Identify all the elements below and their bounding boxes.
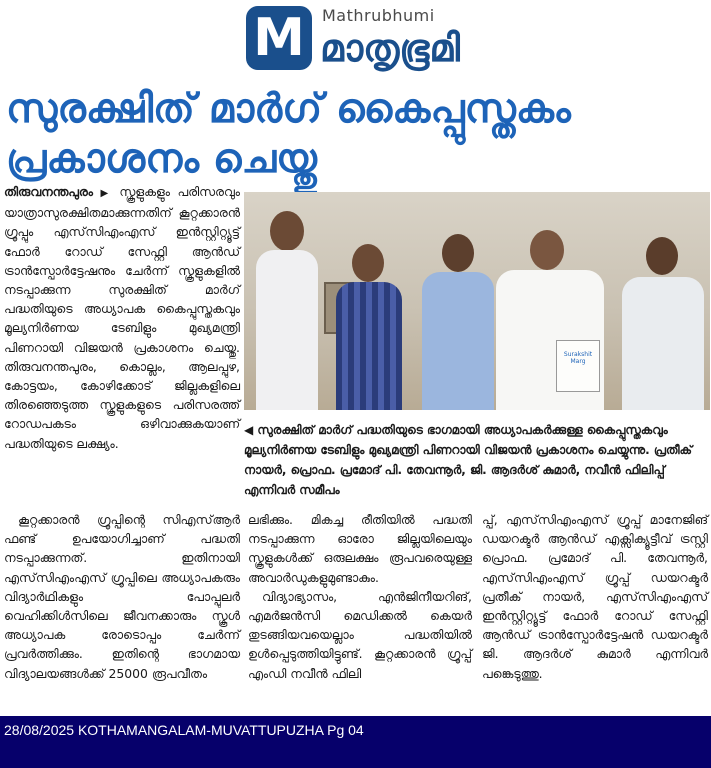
booklet: Surakshit Marg xyxy=(556,340,600,392)
body-column-3: പ്പ്, എസ്‌സിഎംഎസ് ഗ്രൂപ്പ് മാനേജിങ് ഡയറക്ടർ ആൻഡ് എക്സിക്യൂട്ടീവ് ട്രസ്റ്റി പ്രൊഫ. പ്രമോദ് പി. തേവന്നൂർ, എസ്‌സിഎംഎസ് ഗ്രൂപ്പ് ഡയറക്ടർ പ്രതീക് നായർ, എസ്‌സിഎംഎസ് ഇൻസ്റ്റിറ്റ്യൂട്ട് ഫോർ റോഡ് സേഫ്റ്റി ആൻഡ് ട്രാൻസ്പോർട്ടേഷൻ ഡയറക്ടർ ജി. ആദർശ് കുമാർ എന്നിവർ പങ്കെടുത്തു. xyxy=(482,512,708,681)
caption-arrow-icon: ◀ xyxy=(244,423,254,437)
caption-text: സുരക്ഷിത് മാർഗ് പദ്ധതിയുടെ ഭാഗമായി അധ്യാപകർക്കുള്ള കൈപ്പുസ്തകവും മൂല്യനിർണയ ടേബിളും മുഖ്യമന്ത്രി പിണറായി വിജയൻ പ്രകാശനം ചെയ്യുന്നു. പ്രതീക് നായർ, പ്രൊഫ. പ്രമോദ് പി. തേവന്നൂർ, ജി. ആദർശ് കുമാർ, നവീൻ ഫിലിപ്പ് എന്നിവർ സമീപം xyxy=(244,423,693,497)
person-2 xyxy=(336,240,402,410)
mathrubhumi-logo-icon: M xyxy=(246,6,312,70)
article-headline: സുരക്ഷിത് മാർഗ് കൈപ്പുസ്തകം പ്രകാശനം ചെയ്തു xyxy=(6,86,571,182)
article-lede xyxy=(4,182,240,453)
masthead xyxy=(0,0,711,84)
edition-info: 28/08/2025 KOTHAMANGALAM-MUVATTUPUZHA Pg 04 xyxy=(4,722,364,738)
person-5 xyxy=(622,235,704,410)
body-column-2-para-1: ലഭിക്കും. മികച്ച രീതിയിൽ പദ്ധതി നടപ്പാക്കുന്ന ഓരോ ജില്ലയിലെയും സ്കൂളുകൾക്ക് ഒരുലക്ഷം രൂപവരെയുള്ള അവാർഡുകളുമുണ്ടാകും. xyxy=(248,512,472,585)
lede-text: സ്കൂളുകളും പരിസരവും യാത്രാസുരക്ഷിതമാക്കുന്നതിന് കൂറ്റക്കാരൻ ഗ്രൂപ്പും എസ്‌സിഎംഎസ് ഇൻസ്റ്റിറ്റ്യൂട്ട് ഫോർ റോഡ് സേഫ്റ്റി ആൻഡ് ട്രാൻസ്പോർട്ടേഷനും ചേർന്ന് സ്കൂളുകളിൽ നടപ്പാക്കുന്ന സുരക്ഷിത് മാർഗ് പദ്ധതിയുടെ അധ്യാപക കൈപ്പുസ്തകവും മൂല്യനിർണയ ടേബിളും മുഖ്യമന്ത്രി പിണറായി വിജയൻ പ്രകാശനം ചെയ്തു. തിരുവനന്തപുരം, കൊല്ലം, ആലപ്പുഴ, കോട്ടയം, കോഴിക്കോട് ജില്ലകളിലെ തിരഞ്ഞെടുത്ത സ്കൂളുകളുടെ പരിസരത്ത് റോഡപകടം ഒഴിവാക്കുകയാണ് പദ്ധതിയുടെ ലക്ഷ്യം. xyxy=(4,184,240,451)
dateline: തിരുവനന്തപുരം xyxy=(4,184,93,199)
body-column-1: കൂറ്റക്കാരൻ ഗ്രൂപ്പിന്റെ സിഎസ്ആർ ഫണ്ട് ഉപയോഗിച്ചാണ് പദ്ധതി നടപ്പാക്കുന്നത്. ഇതിനായി എസ്‌സിഎംഎസ് ഗ്രൂപ്പിലെ അധ്യാപകരും വിദ്യാർഥികളും പോപ്പുലർ വെഹിക്കിൾസിലെ ജീവനക്കാരും സ്കൂൾ അധ്യാപക രോടൊപ്പം ചേർന്ന് പ്രവർത്തിക്കും. ഇതിന്റെ ഭാഗമായ വിദ്യാലയങ്ങൾക്ക് 25000 രൂപവീതം xyxy=(4,512,240,681)
dateline-marker-icon: ▶ xyxy=(100,188,112,199)
brand-name-malayalam: മാതൃഭൂമി xyxy=(320,26,460,70)
page-footer xyxy=(0,716,711,768)
body-column-2-para-2: വിദ്യാഭ്യാസം, എൻജിനീയറിങ്, എമർജൻസി മെഡിക്കൽ കെയർ തുടങ്ങിയവയെല്ലാം പദ്ധതിയിൽ ഉൾപ്പെടുത്തിയിട്ടുണ്ട്. കൂറ്റക്കാരൻ ഗ്രൂപ്പ് എംഡി നവീൻ ഫിലി xyxy=(248,588,472,681)
news-photo xyxy=(244,192,710,410)
person-1 xyxy=(256,205,318,410)
brand-name-english: Mathrubhumi xyxy=(322,6,435,25)
person-3 xyxy=(422,230,494,410)
body-column-2 xyxy=(248,510,472,683)
photo-caption xyxy=(244,420,710,500)
